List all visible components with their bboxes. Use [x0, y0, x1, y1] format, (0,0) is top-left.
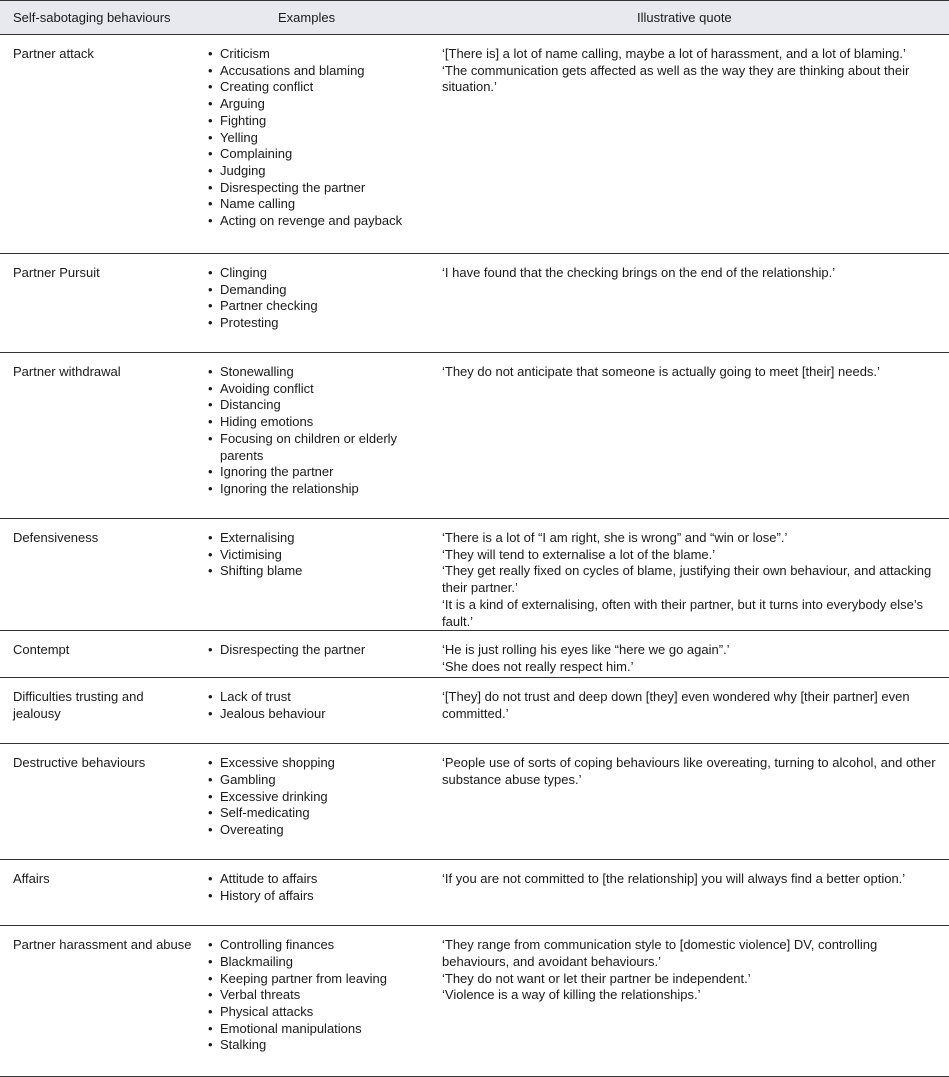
quote-cell [432, 744, 949, 860]
example-item: • Physical attacks [206, 1004, 428, 1021]
example-item: • Judging [206, 163, 428, 180]
quote-cell [432, 35, 949, 254]
example-item: • Stonewalling [206, 364, 428, 381]
example-item: • Attitude to affairs [206, 871, 428, 888]
example-item: • Focusing on children or elderly parents [206, 431, 428, 464]
examples-cell [200, 35, 432, 254]
example-item: • Arguing [206, 96, 428, 113]
illustrative-quote: ‘They do not want or let their partner be independent.’ [442, 970, 751, 986]
example-item: • Excessive drinking [206, 789, 428, 806]
behaviour-category: Destructive behaviours [0, 744, 200, 860]
table-row [0, 744, 949, 860]
example-item: • Externalising [206, 530, 428, 547]
example-item: • Yelling [206, 130, 428, 147]
example-item: • Keeping partner from leaving [206, 971, 428, 988]
quote-cell [432, 631, 949, 678]
header-quote: Illustrative quote [432, 1, 949, 35]
table-row [0, 678, 949, 744]
example-item: • Acting on revenge and payback [206, 213, 428, 230]
example-item: • Criticism [206, 46, 428, 63]
example-item: • Jealous behaviour [206, 706, 428, 723]
example-item: • Hiding emotions [206, 414, 428, 431]
examples-cell [200, 860, 432, 926]
examples-list [206, 364, 428, 498]
illustrative-quote: ‘They range from communication style to [domestic violence] DV, controlling behaviours, and avoidant behaviours.’ [442, 937, 878, 969]
examples-cell [200, 254, 432, 353]
example-item: • Controlling finances [206, 937, 428, 954]
quote-cell [432, 254, 949, 353]
example-item: • Disrespecting the partner [206, 180, 428, 197]
illustrative-quote: ‘They do not anticipate that someone is actually going to meet [their] needs.’ [442, 364, 880, 379]
example-item: • Excessive shopping [206, 755, 428, 772]
table-row [0, 860, 949, 926]
examples-list [206, 46, 428, 230]
example-item: • Overeating [206, 822, 428, 839]
illustrative-quote: ‘He is just rolling his eyes like “here we go again”.’ [442, 642, 730, 658]
behaviour-category: Partner harassment and abuse [0, 926, 200, 1077]
illustrative-quote: ‘There is a lot of “I am right, she is wrong” and “win or lose”.’ [442, 530, 788, 545]
header-examples: Examples [200, 1, 432, 35]
table-row [0, 353, 949, 519]
examples-list [206, 265, 428, 332]
behaviour-category: Defensiveness [0, 519, 200, 631]
example-item: • Avoiding conflict [206, 381, 428, 398]
example-item: • Victimising [206, 547, 428, 564]
examples-list [206, 871, 428, 904]
examples-cell [200, 631, 432, 678]
example-item: • Verbal threats [206, 987, 428, 1004]
examples-cell [200, 678, 432, 744]
header-behaviours: Self-sabotaging behaviours [0, 1, 200, 35]
illustrative-quote: ‘[There is] a lot of name calling, maybe a lot of harassment, and a lot of blaming.’ [442, 46, 906, 61]
header-row [0, 1, 949, 35]
examples-list [206, 689, 428, 722]
example-item: • Clinging [206, 265, 428, 282]
illustrative-quote: ‘It is a kind of externalising, often with their partner, but it turns into everybody else’s fault.’ [442, 596, 924, 629]
illustrative-quote: ‘People use of sorts of coping behaviours like overeating, turning to alcohol, and other substance abuse types.’ [442, 755, 936, 787]
example-item: • History of affairs [206, 888, 428, 905]
example-item: • Name calling [206, 196, 428, 213]
example-item: • Fighting [206, 113, 428, 130]
quote-cell [432, 926, 949, 1077]
example-item: • Stalking [206, 1037, 428, 1054]
example-item: • Distancing [206, 397, 428, 414]
behaviour-category: Contempt [0, 631, 200, 678]
examples-list [206, 755, 428, 839]
quote-cell [432, 678, 949, 744]
quote-cell [432, 519, 949, 631]
example-item: • Blackmailing [206, 954, 428, 971]
examples-list [206, 642, 428, 659]
examples-cell [200, 744, 432, 860]
table-row [0, 254, 949, 353]
example-item: • Demanding [206, 282, 428, 299]
behaviour-category: Partner Pursuit [0, 254, 200, 353]
example-item: • Shifting blame [206, 563, 428, 580]
examples-list [206, 937, 428, 1054]
example-item: • Gambling [206, 772, 428, 789]
behaviour-category: Difficulties trusting and jealousy [0, 678, 200, 744]
example-item: • Disrespecting the partner [206, 642, 428, 659]
example-item: • Emotional manipulations [206, 1021, 428, 1038]
illustrative-quote: ‘They get really fixed on cycles of blame, justifying their own behaviour, and attacking their partner.’ [442, 563, 932, 596]
illustrative-quote: ‘She does not really respect him.’ [442, 658, 634, 674]
example-item: • Partner checking [206, 298, 428, 315]
example-item: • Complaining [206, 146, 428, 163]
example-item: • Self-medicating [206, 805, 428, 822]
example-item: • Ignoring the relationship [206, 481, 428, 498]
table-row [0, 35, 949, 254]
example-item: • Creating conflict [206, 79, 428, 96]
quote-cell [432, 353, 949, 519]
example-item: • Accusations and blaming [206, 63, 428, 80]
behaviour-category: Partner attack [0, 35, 200, 254]
illustrative-quote: ‘I have found that the checking brings on the end of the relationship.’ [442, 265, 836, 280]
illustrative-quote: ‘Violence is a way of killing the relationships.’ [442, 987, 701, 1003]
table-row [0, 926, 949, 1077]
table-body [0, 35, 949, 1077]
illustrative-quote: ‘They will tend to externalise a lot of the blame.’ [442, 546, 716, 562]
table-row [0, 519, 949, 631]
table-row [0, 631, 949, 678]
table-header [0, 1, 949, 35]
illustrative-quote: ‘If you are not committed to [the relationship] you will always find a better option.’ [442, 871, 906, 887]
example-item: • Protesting [206, 315, 428, 332]
behaviour-category: Partner withdrawal [0, 353, 200, 519]
example-item: • Lack of trust [206, 689, 428, 706]
quote-cell [432, 860, 949, 926]
illustrative-quote: ‘[They] do not trust and deep down [they] even wondered why [their partner] even committed.’ [442, 689, 910, 721]
example-item: • Ignoring the partner [206, 464, 428, 481]
examples-cell [200, 926, 432, 1077]
illustrative-quote: ‘The communication gets affected as well as the way they are thinking about their situation.’ [442, 62, 910, 95]
examples-cell [200, 519, 432, 631]
behaviour-category: Affairs [0, 860, 200, 926]
examples-list [206, 530, 428, 580]
examples-cell [200, 353, 432, 519]
